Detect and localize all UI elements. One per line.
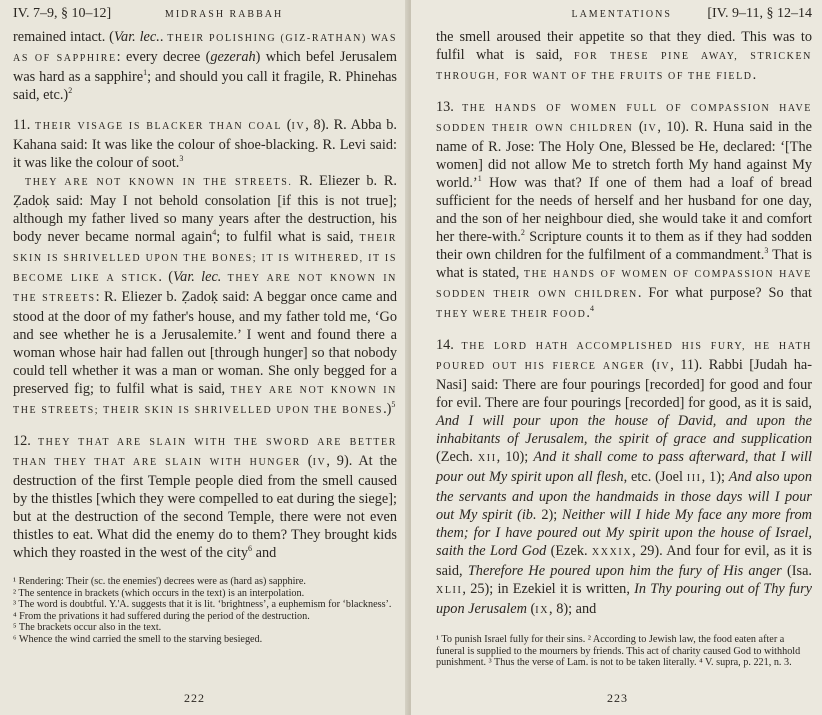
small-caps-quote: FOR THESE PINE AWAY, STRICKEN THROUGH, FOR WANT OF THE FRUITS OF THE FIELD bbox=[436, 51, 812, 82]
footnote-ref: 3 bbox=[179, 154, 184, 164]
paragraph: remained intact. (Var. lec.. THEIR POLISHING (GIZ-RATHAN) WAS AS OF SAPPHIRE: every decree (gezerah) which befel Jerusalem was hard as a sapphire$^1$; and should you call it fragile, R. Phinehas said, etc.)$^2$ bbox=[13, 29, 398, 103]
footnotes bbox=[436, 634, 812, 669]
footnote: ⁴ From the privations it had suffered during the period of the destruction. bbox=[13, 610, 310, 622]
small-caps-quote: THEY THAT ARE SLAIN WITH THE SWORD ARE BETTER THAN THEY THAT ARE SLAIN WITH HUNGER bbox=[13, 437, 397, 468]
body-text bbox=[436, 28, 812, 620]
paragraph-gap bbox=[13, 420, 397, 432]
footnotes bbox=[13, 576, 397, 646]
footnote-ref: 2 bbox=[520, 228, 525, 238]
small-caps-quote: THEY ARE NOT KNOWN IN THE STREETS; THEIR SKIN IS SHRIVELLED UPON THE BONES bbox=[13, 385, 397, 416]
paragraph: 11. THEIR VISAGE IS BLACKER THAN COAL (IV, 8). R. Abba b. Kahana said: It was like the colour of shoe-blacking. R. Levi said: it was like the colour of soot.$^3$ bbox=[13, 117, 397, 171]
italic-quote: And I will pour upon the house of David, and upon the inhabitants of Jerusalem, the spirit of grace and supplication bbox=[436, 413, 812, 447]
running-head bbox=[436, 6, 812, 28]
footnote: ² The sentence in brackets (which occurs in the text) is an interpolation. bbox=[13, 587, 305, 599]
italic-quote: In Thy pouring out of Thy fury upon Jerusalem bbox=[436, 581, 812, 617]
small-caps-quote: THE HANDS OF WOMEN FULL OF COMPASSION HAVE SODDEN THEIR OWN CHILDREN bbox=[436, 103, 812, 134]
left-page bbox=[0, 0, 409, 715]
paragraph: the smell aroused their appetite so that they died. This was to fulfil what is said, FOR THESE PINE AWAY, STRICKEN THROUGH, FOR WANT OF THE FRUITS OF THE FIELD. bbox=[436, 29, 812, 83]
body-text bbox=[13, 28, 397, 562]
italic-quote: Neither will I hide My face any more from them; for I have poured out My spirit upon the house of Israel, saith the Lord God bbox=[436, 507, 812, 559]
paragraph-gap bbox=[436, 86, 812, 98]
footnote-ref: 4 bbox=[212, 228, 217, 238]
small-caps-quote: XII bbox=[477, 453, 497, 464]
small-caps-quote: IV bbox=[656, 361, 671, 372]
footnote: ³ The word is doubtful. Y.'A. suggests that it is lit. ‘brightness’, a euphemism for ‘blackness’. bbox=[13, 599, 392, 611]
small-caps-quote: III bbox=[686, 473, 702, 484]
small-caps-quote: THEY ARE NOT KNOWN IN THE STREETS bbox=[13, 273, 397, 304]
small-caps-quote: THEIR VISAGE IS BLACKER THAN COAL bbox=[35, 121, 283, 132]
footnote: ¹ Rendering: Their (sc. the enemies') decrees were as (hard as) sapphire. bbox=[13, 576, 306, 587]
small-caps-quote: IV bbox=[643, 123, 658, 134]
footnote: ¹ To punish Israel fully for their sins. ² According to Jewish law, the food eaten after a funeral is supplied to the mourners by friends. This act of charity caused God to withhold punishment. ³ Thus the verse of Lam. is not to be taken literally. ⁴ V. supra, p. 221, n. 3. bbox=[436, 634, 801, 669]
italic-quote: Var. lec. bbox=[113, 29, 160, 45]
small-caps-quote: THEY WERE THEIR FOOD bbox=[436, 309, 587, 320]
footnote-ref: 3 bbox=[764, 246, 769, 256]
small-caps-quote: THEIR SKIN IS SHRIVELLED UPON THE BONES; IT IS WITHERED, IT IS BECOME LIKE A STICK bbox=[13, 233, 397, 284]
small-caps-quote: THEIR POLISHING (GIZ-RATHAN) WAS AS OF SAPPHIRE bbox=[13, 33, 397, 64]
footnote-ref: 6 bbox=[248, 544, 253, 554]
header-title: MIDRASH RABBAH bbox=[164, 9, 284, 20]
small-caps-quote: THEY ARE NOT KNOWN IN THE STREETS. bbox=[25, 177, 293, 188]
italic-quote: gezerah bbox=[210, 49, 256, 65]
page-number: 223 bbox=[607, 691, 628, 705]
footnote-ref: 2 bbox=[68, 86, 73, 96]
small-caps-quote: IX bbox=[535, 605, 550, 616]
small-caps-quote: IV bbox=[312, 457, 327, 468]
paragraph: 14. THE LORD HATH ACCOMPLISHED HIS FURY, HE HATH POURED OUT HIS FIERCE ANGER (IV, 11). Rabbi [Judah ha-Nasi] said: There are four pourings [recorded] for good and four for evil. There are four pourings [recorded] for good, as it is said, And I will pour upon the house of David, and upon the inhabitants of Jerusalem, the spirit of grace and supplication (Zech. XII, 10); And it shall come to pass afterward, that I will pour out My spirit upon all flesh, etc. (Joel III, 1); And also upon the servants and upon the handmaids in those days will I pour out My spirit (ib. 2); Neither will I hide My face any more from them; for I have poured out My spirit upon the house of Israel, saith the Lord God (Ezek. XXXIX, 29). And four for evil, as it is said, Therefore He poured upon him the fury of His anger (Isa. XLII, 25); in Ezekiel it is written, In Thy pouring out of Thy fury upon Jerusalem (IX, 8); and bbox=[436, 337, 812, 617]
italic-quote: And also upon the servants and upon the handmaids in those days will I pour out My spirit (ib. bbox=[436, 469, 812, 523]
footnote-ref: 4 bbox=[590, 304, 594, 314]
italic-quote: Therefore He poured upon him the fury of His anger bbox=[467, 563, 782, 579]
small-caps-quote: XLII bbox=[436, 585, 463, 596]
small-caps-quote: THE LORD HATH ACCOMPLISHED HIS FURY, HE HATH POURED OUT HIS FIERCE ANGER bbox=[436, 341, 812, 372]
paragraph: 13. THE HANDS OF WOMEN FULL OF COMPASSION HAVE SODDEN THEIR OWN CHILDREN (IV, 10). R. Huna said in the name of R. Jose: The Holy One, Blessed be He, declared: ‘[The women] did not allow Me to stretch forth My hand against My world.’$^1$ How was that? If one of them had a loaf of bread sufficient for the needs of herself and her husband for one day, and the son of her neighbour died, she would take it and comfort her there-with.$^2$ Scripture counts it to them as if they had sodden their own children for the fulfilment of a commandment.$^3$ That is what is stated, THE HANDS OF WOMEN OF COMPASSION HAVE SODDEN THEIR OWN CHILDREN. For what purpose? So that THEY WERE THEIR FOOD.$^4$ bbox=[436, 99, 813, 321]
paragraph-gap bbox=[436, 324, 812, 336]
right-page bbox=[411, 0, 822, 715]
footnote-ref: 5 bbox=[391, 400, 396, 410]
small-caps-quote: IV bbox=[291, 121, 306, 132]
footnote: ⁵ The brackets occur also in the text. bbox=[13, 622, 162, 634]
italic-quote: And it shall come to pass afterward, that I will pour out My spirit upon all flesh bbox=[436, 449, 812, 485]
header-reference: [IV. 9–11, § 12–14 bbox=[707, 6, 812, 21]
small-caps-quote: THE HANDS OF WOMEN OF COMPASSION HAVE SODDEN THEIR OWN CHILDREN bbox=[436, 269, 812, 300]
header-title: LAMENTATIONS bbox=[571, 9, 672, 20]
footnote-ref: 1 bbox=[477, 174, 482, 184]
footnote: ⁶ Whence the wind carried the smell to the starving besieged. bbox=[13, 633, 263, 645]
page-number: 222 bbox=[184, 691, 205, 705]
running-head bbox=[13, 6, 397, 28]
italic-quote: Var. lec. bbox=[173, 269, 222, 285]
paragraph: 12. THEY THAT ARE SLAIN WITH THE SWORD ARE BETTER THAN THEY THAT ARE SLAIN WITH HUNGER (IV, 9). At the destruction of the first Temple people died from the smell caused by the thistles [which they were compelled to eat during the siege]; but at the destruction of the second Temple, there were not even thistles to eat. What did the enemy do to them? They brought kids which they roasted in the west of the city$^6$ and bbox=[13, 433, 397, 561]
paragraph-gap bbox=[13, 104, 397, 116]
small-caps-quote: XXXIX bbox=[591, 547, 633, 558]
header-reference: IV. 7–9, § 10–12] bbox=[13, 6, 112, 21]
paragraph: THEY ARE NOT KNOWN IN THE STREETS. R. Eliezer b. R. Ẓadoḳ said: May I not behold consolation [if this is not true]; although my father lived so many years after the destruction, his body never became normal again$^4$; to fulfil what is said, THEIR SKIN IS SHRIVELLED UPON THE BONES; IT IS WITHERED, IT IS BECOME LIKE A STICK. (Var. lec. THEY ARE NOT KNOWN IN THE STREETS: R. Eliezer b. Ẓadoḳ said: A beggar once came and stood at the door of my father's house, and my father told me, ‘Go and see whether he is a Jerusalemite.’ I went and found there a woman whose hair had fallen out [through hunger] so that nobody could tell whether it was a man or woman. She only begged for a preserved fig; to fulfil what is said, THEY ARE NOT KNOWN IN THE STREETS; THEIR SKIN IS SHRIVELLED UPON THE BONES.)$^5$ bbox=[13, 173, 397, 417]
footnote-ref: 1 bbox=[143, 68, 148, 78]
